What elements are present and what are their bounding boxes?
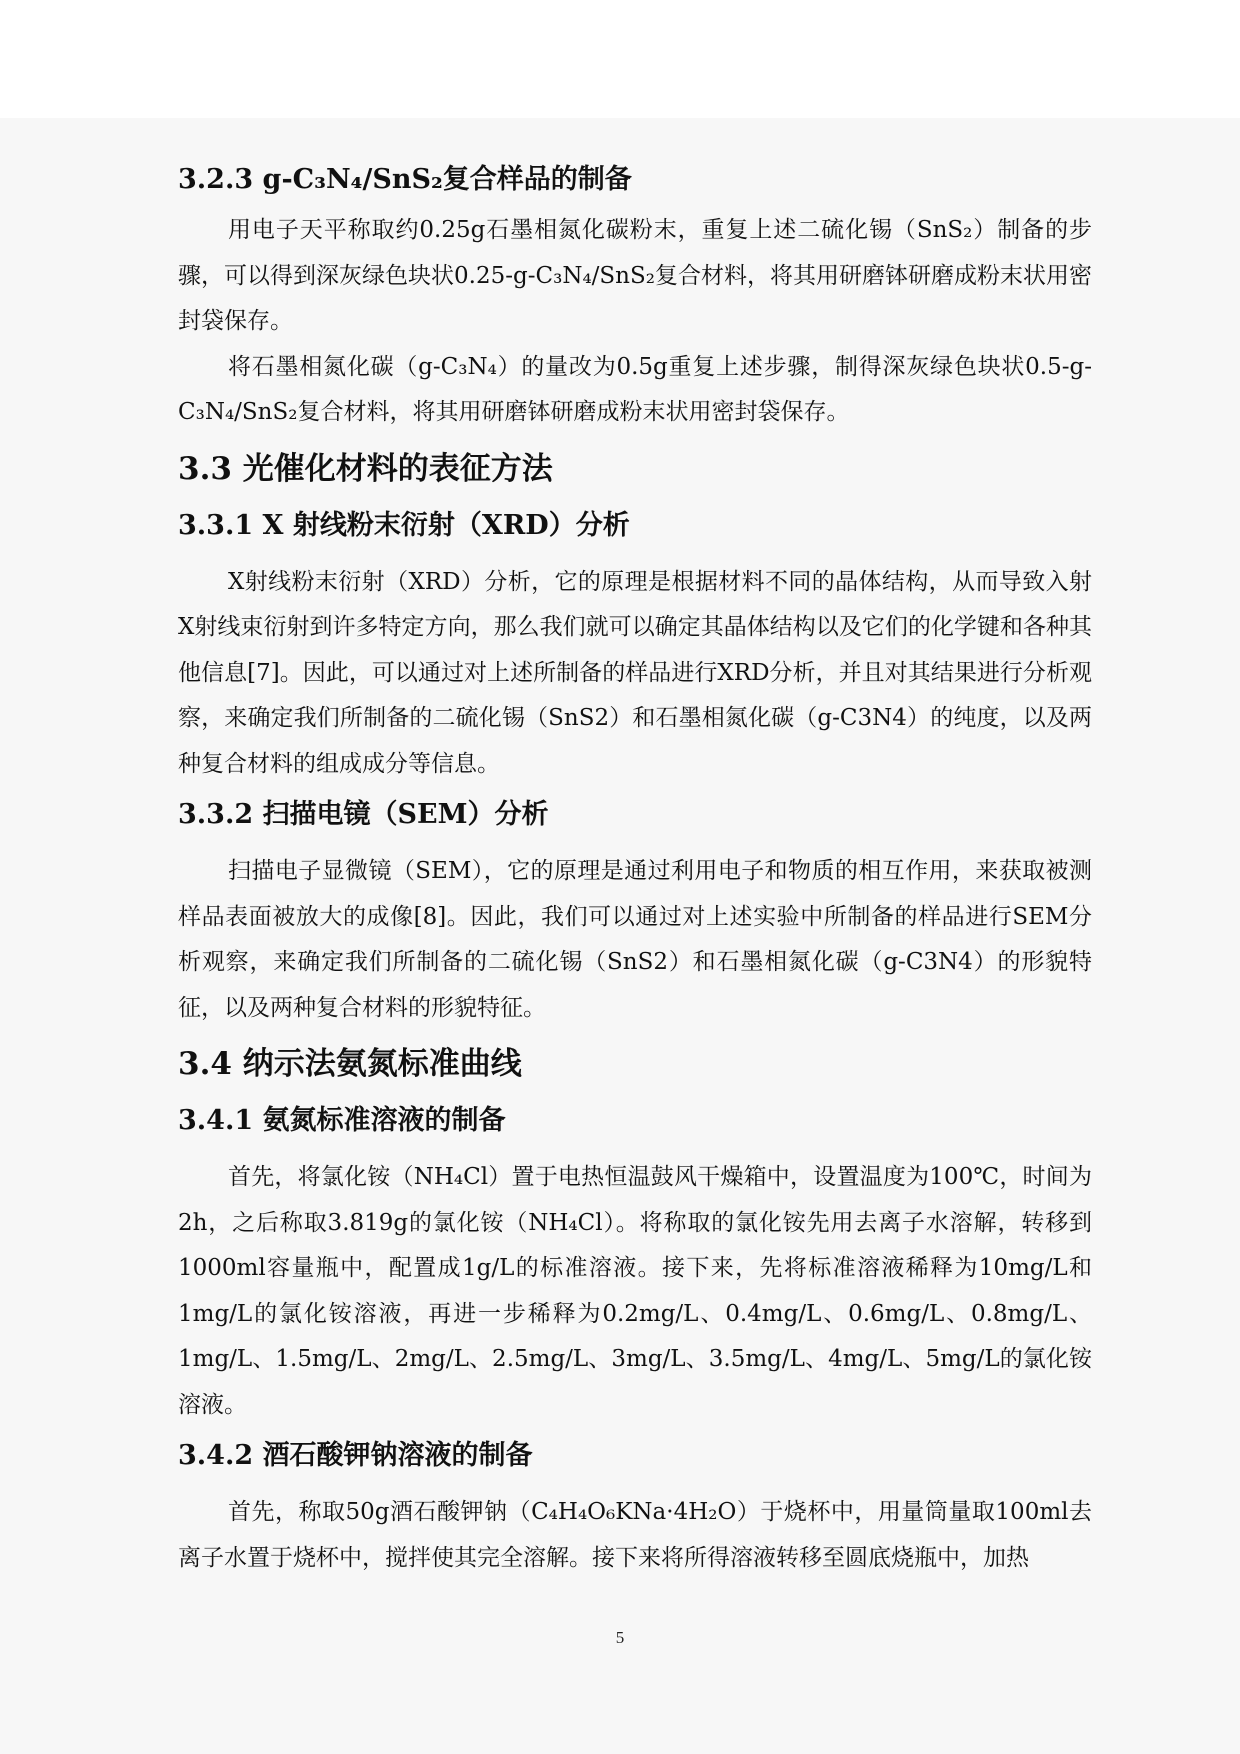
- document-page: [0, 118, 1240, 1754]
- paragraph-3-3-1: X射线粉末衍射（XRD）分析，它的原理是根据材料不同的晶体结构，从而导致入射X射线束衍射到许多特定方向，那么我们就可以确定其晶体结构以及它们的化学键和各种其他信息[7]。因此，可以通过对上述所制备的样品进行XRD分析，并且对其结果进行分析观察，来确定我们所制备的二硫化锡（SnS2）和石墨相氮化碳（g-C3N4）的纯度，以及两种复合材料的组成成分等信息。: [178, 568, 1092, 777]
- heading-3-4: 3.4 纳示法氨氮标准曲线: [178, 1046, 522, 1082]
- heading-3-3-1: 3.3.1 X 射线粉末衍射（XRD）分析: [178, 509, 630, 541]
- heading-3-4-2: 3.4.2 酒石酸钾钠溶液的制备: [178, 1440, 533, 1471]
- heading-3-2-3: 3.2.3 g-C₃N₄/SnS₂复合样品的制备: [178, 164, 632, 195]
- paragraph-3-2-3-a: 用电子天平称取约0.25g石墨相氮化碳粉末，重复上述二硫化锡（SnS₂）制备的步骤，可以得到深灰绿色块状0.25-g-C₃N₄/SnS₂复合材料，将其用研磨钵研磨成粉末状用密封袋保存。: [178, 217, 1092, 334]
- paragraph-3-2-3-b: 将石墨相氮化碳（g-C₃N₄）的量改为0.5g重复上述步骤，制得深灰绿色块状0.5-g-C₃N₄/SnS₂复合材料，将其用研磨钵研磨成粉末状用密封袋保存。: [178, 353, 1092, 425]
- heading-3-3-2: 3.3.2 扫描电镜（SEM）分析: [178, 799, 549, 830]
- heading-3-3: 3.3 光催化材料的表征方法: [178, 450, 553, 487]
- paragraph-3-4-2: 首先，称取50g酒石酸钾钠（C₄H₄O₆KNa·4H₂O）于烧杯中，用量筒量取100ml去离子水置于烧杯中，搅拌使其完全溶解。接下来将所得溶液转移至圆底烧瓶中，加热: [178, 1499, 1092, 1571]
- page-number: 5: [615, 1628, 625, 1647]
- paragraph-3-4-1: 首先，将氯化铵（NH₄Cl）置于电热恒温鼓风干燥箱中，设置温度为100℃，时间为2h，之后称取3.819g的氯化铵（NH₄Cl）。将称取的氯化铵先用去离子水溶解，转移到1000ml容量瓶中，配置成1g/L的标准溶液。接下来，先将标准溶液稀释为10mg/L和1mg/L的氯化铵溶液，再进一步稀释为0.2mg/L、0.4mg/L、0.6mg/L、0.8mg/L、1mg/L、1.5mg/L、2mg/L、2.5mg/L、3mg/L、3.5mg/L、4mg/L、5mg/L的氯化铵溶液。: [178, 1164, 1092, 1418]
- heading-3-4-1: 3.4.1 氨氮标准溶液的制备: [178, 1105, 506, 1136]
- page-top-margin: [0, 0, 1240, 118]
- paragraph-3-3-2: 扫描电子显微镜（SEM），它的原理是通过利用电子和物质的相互作用，来获取被测样品表面被放大的成像[8]。因此，我们可以通过对上述实验中所制备的样品进行SEM分析观察，来确定我们所制备的二硫化锡（SnS2）和石墨相氮化碳（g-C3N4）的形貌特征，以及两种复合材料的形貌特征。: [178, 858, 1092, 1021]
- page-content: [178, 160, 1092, 1581]
